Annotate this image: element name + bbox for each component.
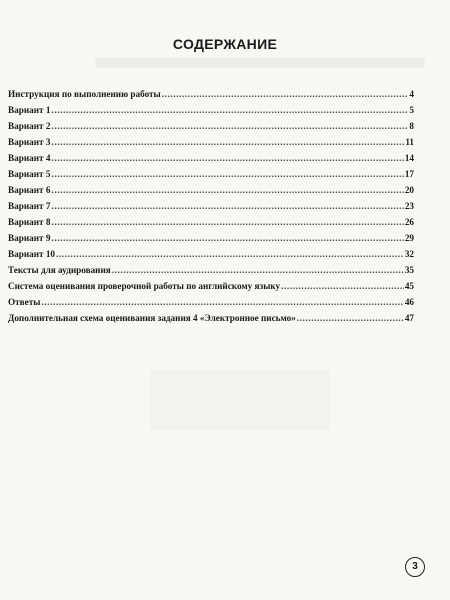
toc-row-page: 35 [404,265,414,275]
toc-row[interactable] [8,137,414,153]
toc-row-label: Вариант 5 [8,169,51,179]
toc-row-label: Вариант 6 [8,185,51,195]
toc-row[interactable] [8,201,414,217]
page-title: СОДЕРЖАНИЕ [172,36,278,52]
table-of-contents [8,89,414,329]
toc-row-page: 11 [405,137,414,147]
toc-row-label: Вариант 10 [8,249,56,259]
toc-row-page: 45 [404,281,414,291]
dot-leader [51,105,408,115]
dot-leader [281,281,404,291]
toc-row-label: Вариант 9 [8,233,51,243]
toc-row-page: 32 [404,249,414,259]
dot-leader [51,153,403,163]
toc-row[interactable] [8,297,414,313]
toc-row-page: 5 [409,105,414,115]
toc-row-label: Вариант 4 [8,153,51,163]
toc-row-label: Вариант 8 [8,217,51,227]
dot-leader [51,137,404,147]
toc-row[interactable] [8,217,414,233]
toc-row-page: 46 [404,297,414,307]
toc-row-page: 47 [404,313,414,323]
toc-row-label: Вариант 3 [8,137,51,147]
toc-row-label: Вариант 2 [8,121,51,131]
toc-row-page: 14 [404,153,414,163]
toc-row-label: Ответы [8,297,41,307]
toc-row-label: Дополнительная схема оценивания задания 4 «Электронное письмо» [8,313,296,323]
toc-row-page: 4 [409,89,414,99]
page-number-badge: 3 [405,557,425,577]
toc-row[interactable] [8,153,414,169]
toc-row-label: Система оценивания проверочной работы по английскому языку [8,281,281,291]
toc-row[interactable] [8,313,414,329]
toc-row[interactable] [8,169,414,185]
dot-leader [162,89,409,99]
toc-row-label: Вариант 7 [8,201,51,211]
dot-leader [56,249,404,259]
toc-row[interactable] [8,281,414,297]
dot-leader [51,201,403,211]
toc-row[interactable] [8,249,414,265]
dot-leader [51,217,403,227]
toc-row-label: Тексты для аудирования [8,265,111,275]
dot-leader [51,185,403,195]
dot-leader [41,297,403,307]
dot-leader [297,313,404,323]
toc-row[interactable] [8,121,414,137]
toc-row-page: 8 [409,121,414,131]
bleed-through-mark [95,58,425,68]
toc-row-page: 29 [404,233,414,243]
dot-leader [51,169,403,179]
toc-row[interactable] [8,265,414,281]
toc-row-label: Инструкция по выполнению работы [8,89,161,99]
dot-leader [51,233,403,243]
bleed-through-mark [150,370,330,430]
toc-row-label: Вариант 1 [8,105,51,115]
dot-leader [51,121,408,131]
toc-row-page: 23 [404,201,414,211]
toc-row[interactable] [8,185,414,201]
toc-row[interactable] [8,105,414,121]
toc-row-page: 26 [404,217,414,227]
toc-row-page: 20 [404,185,414,195]
toc-row[interactable] [8,89,414,105]
toc-row[interactable] [8,233,414,249]
dot-leader [112,265,404,275]
toc-row-page: 17 [404,169,414,179]
